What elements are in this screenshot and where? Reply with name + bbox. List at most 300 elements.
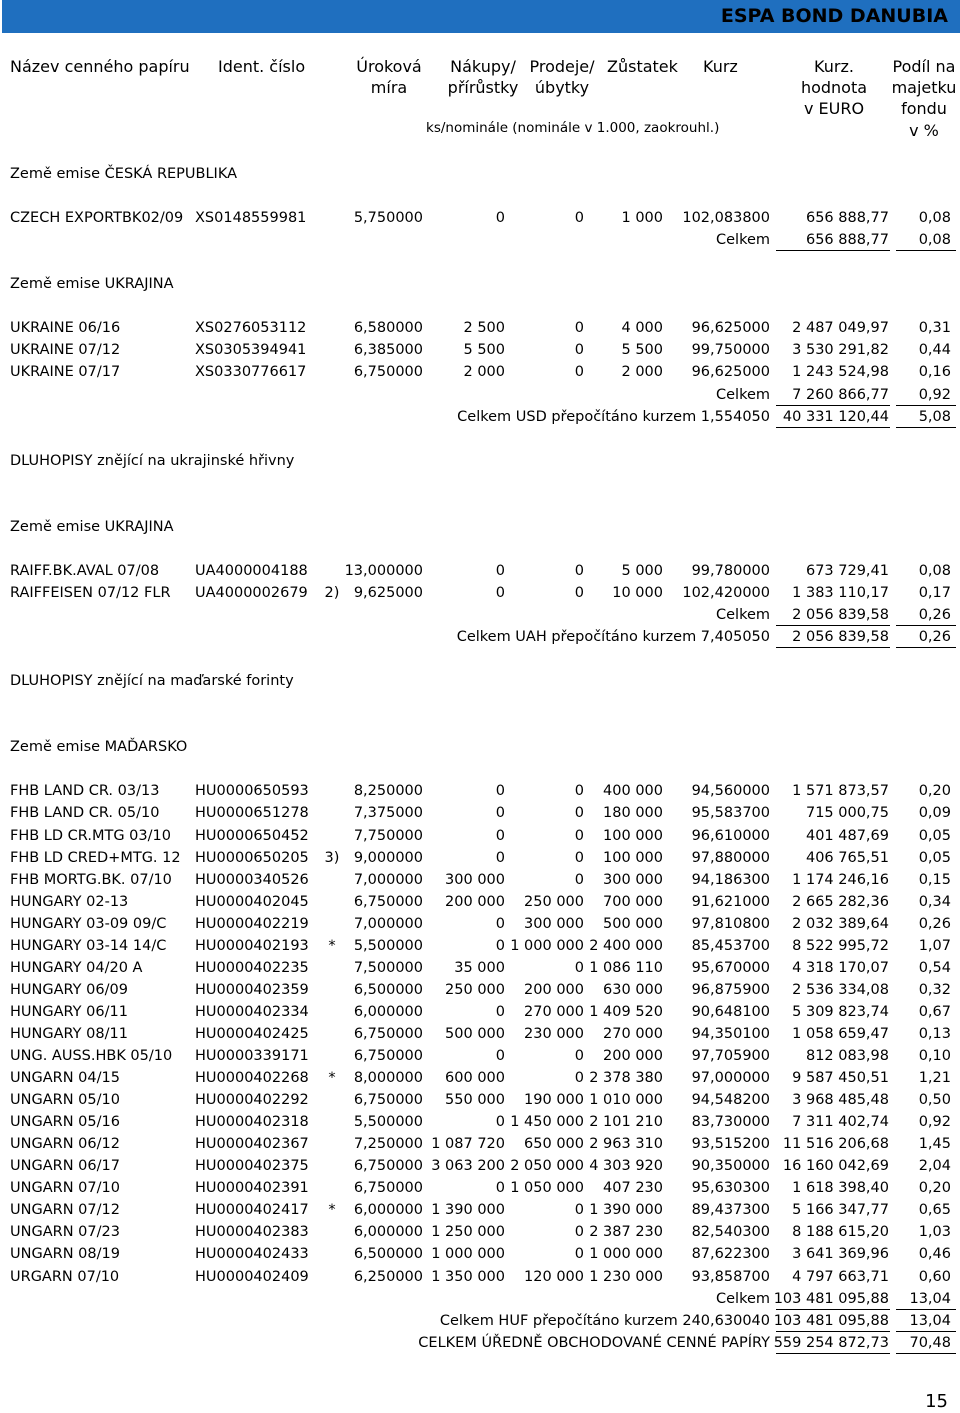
market-value-eur: 3 968 485,48	[792, 1092, 889, 1109]
market-value-eur: 812 083,98	[805, 1048, 889, 1064]
sales: 0	[574, 342, 584, 359]
sales: 0	[574, 849, 584, 866]
section-heading: DLUHOPISY znějící na maďarské forinty	[10, 673, 294, 690]
purchases: 3 063 200	[431, 1158, 505, 1175]
market-value-eur: 16 160 042,69	[782, 1158, 889, 1175]
total-value-eur: 559 254 872,73	[773, 1334, 889, 1351]
market-value-eur: 4 797 663,71	[792, 1268, 889, 1285]
security-name: FHB MORTG.BK. 07/10	[10, 871, 172, 888]
fund-share-pct: 0,34	[918, 893, 951, 910]
market-value-eur: 2 665 282,36	[792, 893, 889, 910]
fund-share-pct: 0,92	[918, 1114, 951, 1131]
interest-rate: 6,580000	[353, 320, 423, 337]
header-value-2: hodnota	[800, 78, 868, 97]
total-underline	[896, 625, 956, 626]
total-label: Celkem	[716, 386, 770, 403]
fund-share-pct: 0,05	[918, 827, 951, 844]
footnote-mark: *	[328, 1070, 336, 1087]
security-name: HUNGARY 06/11	[10, 1003, 128, 1020]
brand-bar	[2, 0, 960, 33]
total-underline	[896, 250, 956, 251]
sales: 300 000	[524, 915, 584, 932]
total-underline	[776, 1353, 890, 1354]
total-underline	[776, 1309, 890, 1310]
fund-share-pct: 0,54	[918, 959, 951, 976]
price: 99,780000	[691, 562, 770, 579]
balance: 2 387 230	[589, 1224, 663, 1241]
header-sells-2: úbytky	[534, 78, 590, 97]
sales: 200 000	[524, 981, 584, 998]
security-ident: UA4000004188	[195, 562, 308, 579]
purchases: 2 500	[463, 320, 505, 337]
market-value-eur: 5 309 823,74	[792, 1003, 889, 1020]
footnote-mark: *	[328, 1202, 336, 1219]
balance: 407 230	[603, 1180, 663, 1197]
purchases: 0	[495, 1003, 505, 1020]
total-underline	[776, 250, 890, 251]
security-ident: UA4000002679	[195, 584, 308, 601]
interest-rate: 7,250000	[353, 1136, 423, 1153]
fund-share-pct: 0,20	[918, 1180, 951, 1197]
price: 102,083800	[682, 210, 770, 227]
fund-share-pct: 0,05	[918, 849, 951, 866]
security-name: UNGARN 07/23	[10, 1224, 120, 1241]
price: 89,437300	[691, 1202, 770, 1219]
balance: 5 000	[621, 562, 663, 579]
security-name: UNGARN 05/10	[10, 1092, 120, 1109]
security-name: HUNGARY 04/20 A	[10, 959, 143, 976]
security-name: UNG. AUSS.HBK 05/10	[10, 1048, 173, 1064]
balance: 100 000	[603, 849, 663, 866]
interest-rate: 6,385000	[353, 342, 423, 359]
purchases: 0	[495, 937, 505, 954]
total-label: Celkem UAH přepočítáno kurzem 7,405050	[456, 629, 770, 646]
security-name: HUNGARY 08/11	[10, 1025, 128, 1042]
price: 96,875900	[691, 981, 770, 998]
market-value-eur: 2 536 334,08	[792, 981, 889, 998]
balance: 2 000	[621, 364, 663, 381]
header-balance: Zůstatek	[607, 57, 678, 76]
balance: 1 390 000	[589, 1202, 663, 1219]
security-ident: HU0000650205	[195, 849, 309, 866]
interest-rate: 9,625000	[353, 584, 423, 601]
security-name: UNGARN 05/16	[10, 1114, 120, 1131]
total-underline	[776, 625, 890, 626]
fund-share-pct: 0,50	[918, 1092, 951, 1109]
purchases: 550 000	[445, 1092, 505, 1109]
price: 97,810800	[691, 915, 770, 932]
purchases: 1 390 000	[431, 1202, 505, 1219]
sales: 0	[574, 364, 584, 381]
total-share-pct: 0,08	[918, 232, 951, 249]
total-value-eur: 7 260 866,77	[792, 386, 889, 403]
price: 95,630300	[691, 1180, 770, 1197]
total-label: Celkem HUF přepočítáno kurzem 240,630040	[439, 1312, 770, 1329]
price: 95,583700	[691, 805, 770, 822]
market-value-eur: 3 641 369,96	[792, 1246, 889, 1263]
security-ident: HU0000402383	[195, 1224, 309, 1241]
fund-name: ESPA BOND DANUBIA	[720, 5, 948, 27]
purchases: 250 000	[445, 981, 505, 998]
balance: 2 378 380	[589, 1070, 663, 1087]
sales: 0	[574, 959, 584, 976]
fund-share-pct: 0,10	[918, 1048, 951, 1064]
security-ident: HU0000650593	[195, 783, 309, 800]
security-ident: HU0000339171	[195, 1048, 309, 1064]
purchases: 0	[495, 849, 505, 866]
security-ident: HU0000402391	[195, 1180, 309, 1197]
balance: 200 000	[603, 1048, 663, 1064]
sales: 0	[574, 1070, 584, 1087]
interest-rate: 6,500000	[353, 981, 423, 998]
fund-share-pct: 0,08	[918, 210, 951, 227]
fund-share-pct: 0,20	[918, 783, 951, 800]
sales: 0	[574, 805, 584, 822]
market-value-eur: 715 000,75	[805, 805, 889, 822]
interest-rate: 7,000000	[353, 915, 423, 932]
interest-rate: 8,000000	[353, 1070, 423, 1087]
sales: 650 000	[524, 1136, 584, 1153]
purchases: 0	[495, 783, 505, 800]
security-name: UKRAINE 07/17	[10, 364, 121, 381]
fund-share-pct: 0,44	[918, 342, 951, 359]
sales: 0	[574, 562, 584, 579]
security-ident: HU0000402425	[195, 1025, 309, 1042]
security-ident: HU0000402433	[195, 1246, 309, 1263]
security-ident: HU0000402318	[195, 1114, 309, 1131]
security-ident: XS0276053112	[195, 320, 307, 337]
security-ident: HU0000402219	[195, 915, 309, 932]
security-name: URGARN 07/10	[10, 1268, 120, 1285]
fund-share-pct: 0,60	[918, 1268, 951, 1285]
header-price: Kurz	[703, 57, 738, 76]
purchases: 0	[495, 1114, 505, 1131]
security-name: HUNGARY 06/09	[10, 981, 128, 998]
balance: 400 000	[603, 783, 663, 800]
price: 97,880000	[691, 849, 770, 866]
header-sells-1: Prodeje/	[529, 57, 595, 76]
interest-rate: 6,000000	[353, 1202, 423, 1219]
balance: 1 010 000	[589, 1092, 663, 1109]
fund-share-pct: 0,16	[918, 364, 951, 381]
fund-share-pct: 2,04	[918, 1158, 951, 1175]
header-rate-1: Úroková	[356, 57, 422, 76]
price: 97,000000	[691, 1070, 770, 1087]
balance: 180 000	[603, 805, 663, 822]
fund-share-pct: 0,15	[918, 871, 951, 888]
purchases: 1 250 000	[431, 1224, 505, 1241]
fund-share-pct: 0,17	[918, 584, 951, 601]
price: 94,350100	[691, 1025, 770, 1042]
security-name: UNGARN 07/10	[10, 1180, 120, 1197]
price: 93,515200	[691, 1136, 770, 1153]
total-share-pct: 70,48	[909, 1334, 951, 1351]
price: 93,858700	[691, 1268, 770, 1285]
total-share-pct: 0,26	[918, 629, 951, 646]
balance: 700 000	[603, 893, 663, 910]
security-ident: HU0000402417	[195, 1202, 309, 1219]
price: 91,621000	[691, 893, 770, 910]
header-share-4: v %	[909, 121, 939, 140]
security-ident: HU0000651278	[195, 805, 309, 822]
market-value-eur: 1 243 524,98	[792, 364, 889, 381]
price: 87,622300	[691, 1246, 770, 1263]
sales: 2 050 000	[510, 1158, 584, 1175]
security-ident: XS0305394941	[195, 342, 307, 359]
market-value-eur: 2 032 389,64	[792, 915, 889, 932]
section-heading: DLUHOPISY znějící na ukrajinské hřivny	[10, 452, 295, 469]
total-label: Celkem	[716, 232, 770, 249]
total-label: CELKEM ÚŘEDNĚ OBCHODOVANÉ CENNÉ PAPÍRY	[418, 1334, 770, 1351]
total-underline	[896, 647, 956, 648]
fund-share-pct: 1,03	[918, 1224, 951, 1241]
header-note: ks/nominále (nominále v 1.000, zaokrouhl.)	[426, 120, 720, 136]
sales: 0	[574, 1202, 584, 1219]
sales: 190 000	[524, 1092, 584, 1109]
fund-share-pct: 1,07	[918, 937, 951, 954]
sales: 0	[574, 1246, 584, 1263]
purchases: 2 000	[463, 364, 505, 381]
section-heading: Země emise UKRAJINA	[10, 276, 174, 293]
security-ident: HU0000402045	[195, 893, 309, 910]
balance: 1 086 110	[589, 959, 663, 976]
price: 90,648100	[691, 1003, 770, 1020]
market-value-eur: 7 311 402,74	[792, 1114, 889, 1131]
market-value-eur: 401 487,69	[805, 827, 889, 844]
sales: 0	[574, 871, 584, 888]
purchases: 5 500	[463, 342, 505, 359]
market-value-eur: 5 166 347,77	[792, 1202, 889, 1219]
header-buys-1: Nákupy/	[450, 57, 516, 76]
market-value-eur: 1 571 873,57	[792, 783, 889, 800]
balance: 4 303 920	[589, 1158, 663, 1175]
security-name: FHB LAND CR. 05/10	[10, 805, 160, 822]
section-heading: Země emise MAĎARSKO	[10, 739, 188, 756]
balance: 270 000	[603, 1025, 663, 1042]
security-name: RAIFFEISEN 07/12 FLR	[10, 584, 171, 601]
interest-rate: 6,000000	[353, 1224, 423, 1241]
security-ident: HU0000402235	[195, 959, 309, 976]
fund-share-pct: 0,09	[918, 805, 951, 822]
market-value-eur: 8 188 615,20	[792, 1224, 889, 1241]
fund-share-pct: 1,21	[918, 1070, 951, 1087]
total-value-eur: 103 481 095,88	[773, 1290, 889, 1307]
total-underline	[896, 1353, 956, 1354]
sales: 1 050 000	[510, 1180, 584, 1197]
total-underline	[896, 1309, 956, 1310]
purchases: 600 000	[445, 1070, 505, 1087]
sales: 270 000	[524, 1003, 584, 1020]
purchases: 0	[495, 805, 505, 822]
balance: 100 000	[603, 827, 663, 844]
header-value-3: v EURO	[803, 99, 865, 118]
total-value-eur: 40 331 120,44	[782, 408, 889, 425]
purchases: 35 000	[454, 959, 505, 976]
security-ident: HU0000340526	[195, 871, 309, 888]
sales: 0	[574, 210, 584, 227]
footnote-mark: 2)	[324, 584, 340, 601]
header-rate-2: míra	[370, 78, 408, 97]
market-value-eur: 8 522 995,72	[792, 937, 889, 954]
market-value-eur: 4 318 170,07	[792, 959, 889, 976]
market-value-eur: 3 530 291,82	[792, 342, 889, 359]
total-underline	[776, 1331, 890, 1332]
fund-share-pct: 0,65	[918, 1202, 951, 1219]
interest-rate: 6,250000	[353, 1268, 423, 1285]
total-share-pct: 13,04	[909, 1290, 951, 1307]
header-share-2: majetku	[891, 78, 957, 97]
market-value-eur: 9 587 450,51	[792, 1070, 889, 1087]
total-label: Celkem USD přepočítáno kurzem 1,554050	[457, 408, 770, 425]
security-ident: HU0000402268	[195, 1070, 309, 1087]
total-underline	[896, 1331, 956, 1332]
balance: 1 000	[621, 210, 663, 227]
sales: 0	[574, 584, 584, 601]
fund-share-pct: 0,26	[918, 915, 951, 932]
fund-share-pct: 0,13	[918, 1025, 951, 1042]
price: 85,453700	[691, 937, 770, 954]
total-underline	[776, 427, 890, 428]
purchases: 0	[495, 1048, 505, 1064]
purchases: 0	[495, 1180, 505, 1197]
price: 94,560000	[691, 783, 770, 800]
sales: 0	[574, 783, 584, 800]
market-value-eur: 1 174 246,16	[792, 871, 889, 888]
fund-share-pct: 1,45	[918, 1136, 951, 1153]
section-heading: Země emise UKRAJINA	[10, 518, 174, 535]
total-underline	[896, 405, 956, 406]
price: 90,350000	[691, 1158, 770, 1175]
security-name: UNGARN 04/15	[10, 1070, 120, 1087]
header-ident: Ident. číslo	[218, 57, 306, 76]
total-value-eur: 2 056 839,58	[792, 629, 889, 646]
purchases: 200 000	[445, 893, 505, 910]
purchases: 300 000	[445, 871, 505, 888]
interest-rate: 6,500000	[353, 1246, 423, 1263]
security-name: FHB LD CR.MTG 03/10	[10, 827, 171, 844]
market-value-eur: 11 516 206,68	[782, 1136, 889, 1153]
interest-rate: 5,750000	[353, 210, 423, 227]
interest-rate: 5,500000	[353, 1114, 423, 1131]
security-ident: HU0000402359	[195, 981, 309, 998]
security-name: RAIFF.BK.AVAL 07/08	[10, 562, 160, 579]
fund-share-pct: 0,08	[918, 562, 951, 579]
balance: 2 400 000	[589, 937, 663, 954]
sales: 0	[574, 320, 584, 337]
total-value-eur: 103 481 095,88	[773, 1312, 889, 1329]
header-share-1: Podíl na	[892, 57, 956, 76]
security-name: UKRAINE 06/16	[10, 320, 121, 337]
security-ident: HU0000402334	[195, 1003, 309, 1020]
total-underline	[896, 427, 956, 428]
balance: 630 000	[603, 981, 663, 998]
balance: 5 500	[621, 342, 663, 359]
total-underline	[776, 405, 890, 406]
purchases: 0	[495, 915, 505, 932]
fund-share-pct: 0,46	[918, 1246, 951, 1263]
interest-rate: 8,250000	[353, 783, 423, 800]
total-share-pct: 0,26	[918, 607, 951, 623]
sales: 120 000	[524, 1268, 584, 1285]
sales: 0	[574, 1224, 584, 1241]
interest-rate: 5,500000	[353, 937, 423, 954]
purchases: 500 000	[445, 1025, 505, 1042]
price: 94,548200	[691, 1092, 770, 1109]
footnote-mark: *	[328, 937, 336, 954]
total-label: Celkem	[716, 607, 770, 623]
market-value-eur: 1 058 659,47	[792, 1025, 889, 1042]
security-name: UNGARN 06/12	[10, 1136, 120, 1153]
price: 95,670000	[691, 959, 770, 976]
interest-rate: 7,000000	[353, 871, 423, 888]
price: 96,610000	[691, 827, 770, 844]
purchases: 0	[495, 210, 505, 227]
total-value-eur: 656 888,77	[805, 232, 889, 249]
market-value-eur: 673 729,41	[805, 562, 889, 579]
purchases: 1 087 720	[431, 1136, 505, 1153]
security-ident: HU0000402375	[195, 1158, 309, 1175]
purchases: 1 350 000	[431, 1268, 505, 1285]
security-name: FHB LD CRED+MTG. 12	[10, 849, 181, 866]
security-name: HUNGARY 02-13	[10, 893, 129, 910]
interest-rate: 6,750000	[353, 364, 423, 381]
purchases: 0	[495, 584, 505, 601]
total-share-pct: 0,92	[918, 386, 951, 403]
security-name: UNGARN 06/17	[10, 1158, 120, 1175]
security-ident: HU0000402193	[195, 937, 309, 954]
balance: 4 000	[621, 320, 663, 337]
security-name: FHB LAND CR. 03/13	[10, 783, 160, 800]
interest-rate: 6,750000	[353, 1048, 423, 1064]
market-value-eur: 1 383 110,17	[792, 584, 889, 601]
security-ident: HU0000402367	[195, 1136, 309, 1153]
purchases: 0	[495, 827, 505, 844]
security-name: UNGARN 08/19	[10, 1246, 120, 1263]
interest-rate: 7,750000	[353, 827, 423, 844]
sales: 0	[574, 1048, 584, 1064]
market-value-eur: 406 765,51	[805, 849, 889, 866]
interest-rate: 6,750000	[353, 1025, 423, 1042]
fund-share-pct: 0,67	[918, 1003, 951, 1020]
total-share-pct: 13,04	[909, 1312, 951, 1329]
security-name: UNGARN 07/12	[10, 1202, 120, 1219]
purchases: 1 000 000	[431, 1246, 505, 1263]
interest-rate: 6,000000	[353, 1003, 423, 1020]
sales: 0	[574, 827, 584, 844]
security-ident: XS0148559981	[195, 210, 307, 227]
interest-rate: 6,750000	[353, 893, 423, 910]
header-share-3: fondu	[901, 99, 947, 118]
sales: 230 000	[524, 1025, 584, 1042]
balance: 300 000	[603, 871, 663, 888]
sales: 1 450 000	[510, 1114, 584, 1131]
section-heading: Země emise ČESKÁ REPUBLIKA	[10, 166, 238, 182]
balance: 1 000 000	[589, 1246, 663, 1263]
price: 96,625000	[691, 364, 770, 381]
market-value-eur: 1 618 398,40	[792, 1180, 889, 1197]
security-ident: HU0000402409	[195, 1268, 309, 1285]
sales: 1 000 000	[510, 937, 584, 954]
security-ident: XS0330776617	[195, 364, 307, 381]
interest-rate: 6,750000	[353, 1092, 423, 1109]
price: 99,750000	[691, 342, 770, 359]
header-value-1: Kurz.	[814, 57, 854, 76]
interest-rate: 7,375000	[353, 805, 423, 822]
balance: 2 963 310	[589, 1136, 663, 1153]
sales: 250 000	[524, 893, 584, 910]
total-value-eur: 2 056 839,58	[792, 607, 889, 623]
price: 94,186300	[691, 871, 770, 888]
